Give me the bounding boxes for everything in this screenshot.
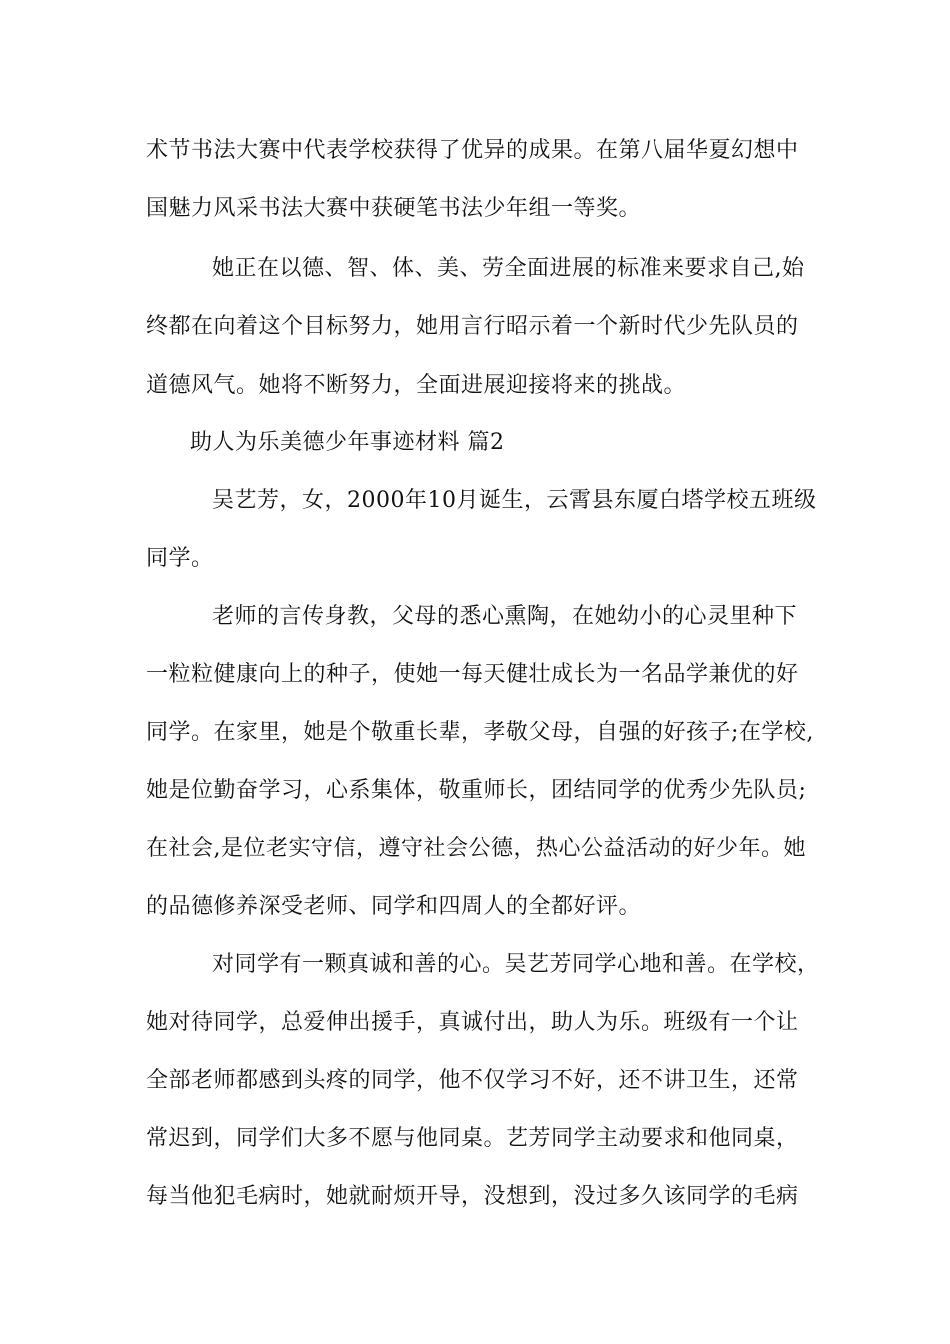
paragraph-first-line: 吴艺芳，女，2000年10月诞生，云霄县东厦白塔学校五班级 [212,488,817,513]
text-line: 的品德修养深受老师、同学和四周人的全都好评。 [146,894,642,919]
text-line: 全部老师都感到头疼的同学，他不仅学习不好，还不讲卫生，还常 [146,1068,799,1093]
text-line: 终都在向着这个目标努力，她用言行昭示着一个新时代少先队员的 [146,314,799,339]
text-line: 她对待同学，总爱伸出援手，真诚付出，助人为乐。班级有一个让 [146,1010,799,1035]
section-heading: 助人为乐美德少年事迹材料 篇2 [190,430,505,455]
text-line: 道德风气。她将不断努力，全面进展迎接将来的挑战。 [146,373,687,398]
text-line: 每当他犯毛病时，她就耐烦开导，没想到，没过多久该同学的毛病 [146,1184,799,1209]
paragraph-first-line: 老师的言传身教，父母的悉心熏陶，在她幼小的心灵里种下 [212,604,798,629]
text-line: 在社会,是位老实守信，遵守社会公德，热心公益活动的好少年。她 [146,836,806,861]
text-line: 她是位勤奋学习，心系集体，敬重师长，团结同学的优秀少先队员; [146,778,807,803]
text-line: 常迟到，同学们大多不愿与他同桌。艺芳同学主动要求和他同桌， [146,1126,799,1151]
text-line: 国魅力风采书法大赛中获硬笔书法少年组一等奖。 [146,196,642,221]
text-line: 术节书法大赛中代表学校获得了优异的成果。在第八届华夏幻想中 [146,138,799,163]
text-line: 一粒粒健康向上的种子，使她一每天健壮成长为一名品学兼优的好 [146,662,799,687]
paragraph-first-line: 对同学有一颗真诚和善的心。吴艺芳同学心地和善。在学校， [212,952,820,977]
text-line: 同学。在家里，她是个敬重长辈，孝敬父母，自强的好孩子;在学校, [146,720,814,745]
paragraph-first-line: 她正在以德、智、体、美、劳全面进展的标准来要求自己,始 [212,256,805,281]
text-line: 同学。 [146,546,214,571]
